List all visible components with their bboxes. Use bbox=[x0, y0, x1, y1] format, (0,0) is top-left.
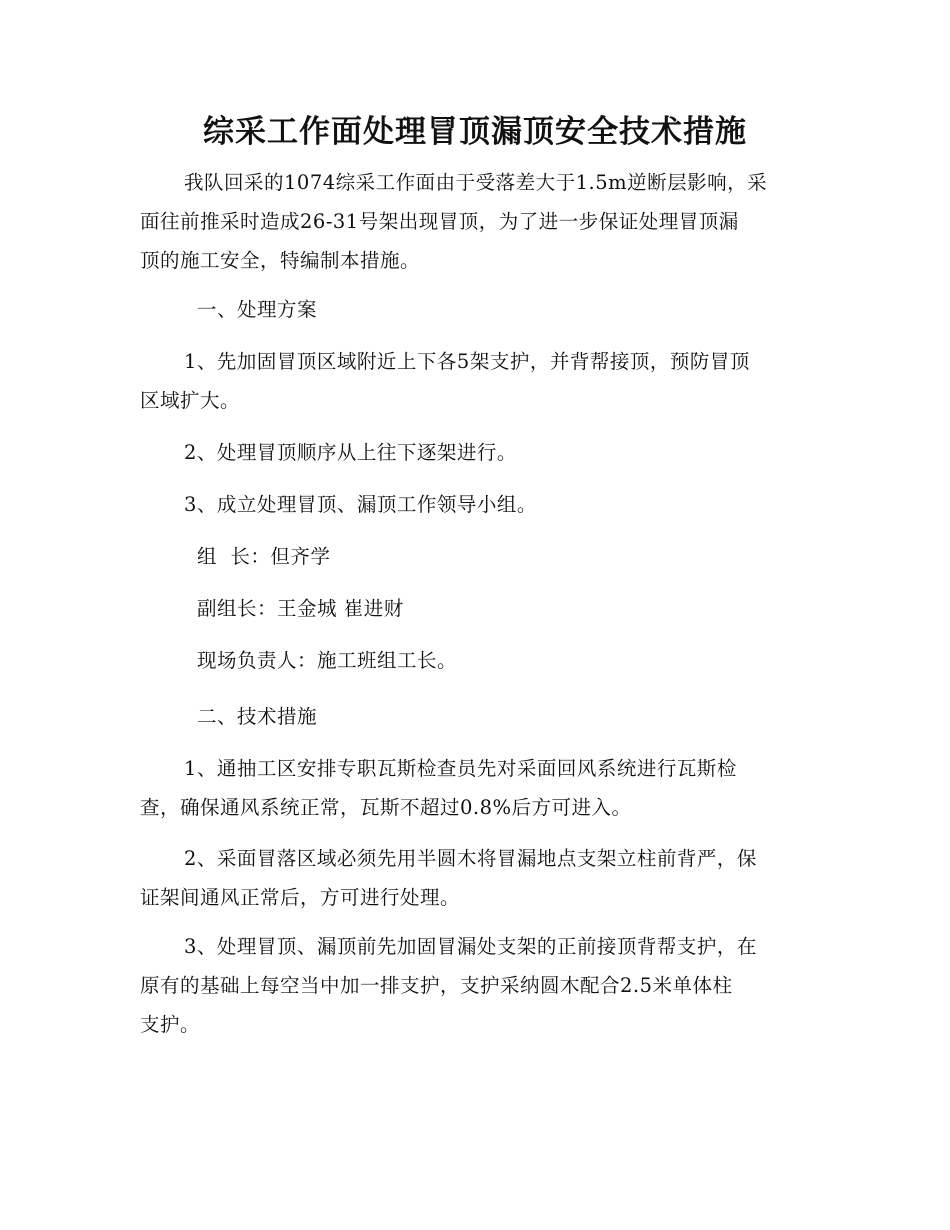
group-leader-text: 组 长：但齐学 bbox=[197, 545, 331, 568]
section1-item1-line-2: 区域扩大。 bbox=[140, 389, 241, 412]
section2-item3 bbox=[140, 927, 810, 1044]
section2-item2 bbox=[140, 839, 810, 917]
section1-item1 bbox=[140, 342, 810, 420]
section1-item2 bbox=[140, 433, 810, 472]
section2-item1 bbox=[140, 749, 810, 827]
section1-heading bbox=[140, 290, 810, 329]
intro-line-1: 我队回采的1074综采工作面由于受落差大于1.5m逆断层影响，采 bbox=[184, 171, 768, 194]
onsite-manager-text: 现场负责人：施工班组工长。 bbox=[197, 649, 458, 672]
section2-heading bbox=[140, 697, 810, 736]
section1-item3-text: 3、成立处理冒顶、漏顶工作领导小组。 bbox=[184, 493, 537, 516]
section2-item1-line-2: 查，确保通风系统正常，瓦斯不超过0.8%后方可进入。 bbox=[140, 796, 632, 819]
section2-item2-line-1: 2、采面冒落区域必须先用半圆木将冒漏地点支架立柱前背严，保 bbox=[184, 847, 757, 870]
section1-item2-text: 2、处理冒顶顺序从上往下逐架进行。 bbox=[184, 441, 517, 464]
deputy-leaders bbox=[140, 589, 810, 628]
deputy-leaders-text: 副组长：王金城 崔进财 bbox=[197, 597, 404, 620]
section2-heading-text: 二、技术措施 bbox=[197, 705, 318, 728]
section2-item3-line-2: 原有的基础上每空当中加一排支护，支护采纳圆木配合2.5米单体柱 bbox=[140, 974, 733, 997]
section1-heading-text: 一、处理方案 bbox=[197, 298, 318, 321]
intro-line-2: 面往前推采时造成26-31号架出现冒顶，为了进一步保证处理冒顶漏 bbox=[140, 210, 739, 233]
document-title: 综采工作面处理冒顶漏顶安全技术措施 bbox=[203, 114, 747, 150]
section2-item2-line-2: 证架间通风正常后，方可进行处理。 bbox=[140, 886, 461, 909]
section2-item3-line-3: 支护。 bbox=[140, 1013, 201, 1036]
intro-line-3: 顶的施工安全，特编制本措施。 bbox=[140, 249, 421, 272]
section2-item3-line-1: 3、处理冒顶、漏顶前先加固冒漏处支架的正前接顶背帮支护，在 bbox=[184, 935, 757, 958]
section2-item1-line-1: 1、通抽工区安排专职瓦斯检查员先对采面回风系统进行瓦斯检 bbox=[184, 757, 737, 780]
section1-item3 bbox=[140, 485, 810, 524]
onsite-manager bbox=[140, 641, 810, 680]
section1-item1-line-1: 1、先加固冒顶区域附近上下各5架支护，并背帮接顶，预防冒顶 bbox=[184, 350, 750, 373]
group-leader bbox=[140, 537, 810, 576]
intro-paragraph bbox=[140, 163, 810, 280]
